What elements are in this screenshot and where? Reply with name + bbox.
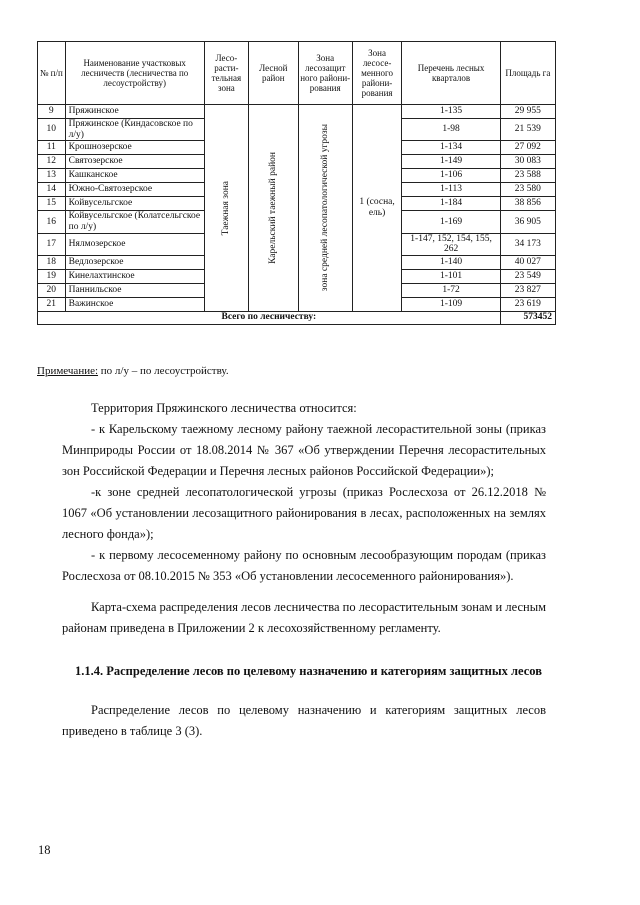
row-name: Кашканское — [65, 169, 204, 183]
district-cell — [248, 105, 298, 312]
row-quarters: 1-135 — [402, 105, 500, 119]
row-number: 17 — [38, 233, 66, 255]
row-area: 23 827 — [500, 283, 555, 297]
paragraph-seed-zone: - к первому лесосеменному району по основным лесообразующим породам (приказ Рослесхоза от 08.10.2015 № 353 «Об установлении лесосеменного районирования»). — [62, 548, 546, 583]
district-cell-text: Карельский таежный район — [267, 151, 278, 264]
forest-districts-table — [37, 41, 556, 325]
row-quarters: 1-169 — [402, 211, 500, 233]
zone-cell — [204, 105, 248, 312]
row-quarters: 1-113 — [402, 183, 500, 197]
row-quarters: 1-101 — [402, 269, 500, 283]
header-area: Площадь га — [500, 42, 555, 105]
header-name: Наименование участковых лесничеств (лесничества по лесоустройству) — [65, 42, 204, 105]
row-number: 20 — [38, 283, 66, 297]
row-number: 19 — [38, 269, 66, 283]
table-note — [37, 365, 229, 377]
note-text: по л/у – по лесоустройству. — [98, 365, 229, 377]
section-heading: 1.1.4. Распределение лесов по целевому назначению и категориям защитных лесов — [75, 664, 542, 678]
row-name: Важинское — [65, 297, 204, 311]
row-area: 38 856 — [500, 197, 555, 211]
row-quarters: 1-72 — [402, 283, 500, 297]
table-total-row — [38, 311, 556, 324]
row-number: 14 — [38, 183, 66, 197]
row-quarters: 1-134 — [402, 141, 500, 155]
row-name: Святозерское — [65, 155, 204, 169]
row-quarters: 1-106 — [402, 169, 500, 183]
row-name: Койвусельгское (Колатсельгское по л/у) — [65, 211, 204, 233]
row-name: Паннильское — [65, 283, 204, 297]
seed-zone-cell-text: 1 (сосна, ель) — [359, 197, 395, 218]
row-name: Нялмозерское — [65, 233, 204, 255]
row-area: 30 083 — [500, 155, 555, 169]
table-header-row — [38, 42, 556, 105]
paragraph-intro: Территория Пряжинского лесничества относится: — [91, 401, 357, 415]
row-area: 23 549 — [500, 269, 555, 283]
row-number: 9 — [38, 105, 66, 119]
paragraph-forest-district: - к Карельскому таежному лесному району таежной лесорастительной зоны (приказ Минприроды России от 18.08.2014 № 367 «Об утверждении Перечня лесорастительных зон Российской Федерации и Перечня лесных районов Российской Федерации»); — [62, 422, 546, 478]
seed-zone-cell — [352, 105, 402, 312]
row-number: 15 — [38, 197, 66, 211]
row-area: 36 905 — [500, 211, 555, 233]
row-area: 34 173 — [500, 233, 555, 255]
row-area: 21 539 — [500, 119, 555, 141]
row-quarters: 1-98 — [402, 119, 500, 141]
row-name: Пряжинское — [65, 105, 204, 119]
header-zone: Лесо-расти-тельная зона — [204, 42, 248, 105]
row-area: 23 619 — [500, 297, 555, 311]
protect-zone-cell — [298, 105, 352, 312]
row-quarters: 1-184 — [402, 197, 500, 211]
table-row — [38, 105, 556, 119]
row-area: 40 027 — [500, 255, 555, 269]
row-number: 21 — [38, 297, 66, 311]
row-number: 13 — [38, 169, 66, 183]
header-protect-zone: Зона лесозащит ного райони-рования — [298, 42, 352, 105]
zone-cell-text: Таежная зона — [221, 180, 232, 236]
header-district: Лесной район — [248, 42, 298, 105]
paragraph-distribution: Распределение лесов по целевому назначению и категориям защитных лесов приведено в таблице 3 (3). — [62, 703, 546, 738]
row-area: 27 092 — [500, 141, 555, 155]
row-name: Крошнозерское — [65, 141, 204, 155]
row-quarters: 1-149 — [402, 155, 500, 169]
total-value: 573452 — [500, 311, 555, 324]
row-quarters: 1-140 — [402, 255, 500, 269]
header-quarters: Перечень лесных кварталов — [402, 42, 500, 105]
row-name: Пряжинское (Киндасовское по л/у) — [65, 119, 204, 141]
row-number: 10 — [38, 119, 66, 141]
row-name: Койвусельгское — [65, 197, 204, 211]
row-number: 16 — [38, 211, 66, 233]
row-name: Ведлозерское — [65, 255, 204, 269]
row-quarters: 1-109 — [402, 297, 500, 311]
paragraph-map-scheme: Карта-схема распределения лесов лесничества по лесорастительным зонам и лесным районам приведена в Приложении 2 к лесохозяйственному регламенту. — [62, 600, 547, 635]
row-name: Южно-Святозерское — [65, 183, 204, 197]
protect-zone-cell-text: зона средней лесопатологической угрозы — [319, 124, 330, 292]
row-area: 23 588 — [500, 169, 555, 183]
row-name: Кинелахтинское — [65, 269, 204, 283]
row-number: 12 — [38, 155, 66, 169]
row-area: 29 955 — [500, 105, 555, 119]
paragraph-pathology-zone: -к зоне средней лесопатологической угрозы (приказ Рослесхоза от 26.12.2018 № 1067 «Об установлении лесозащитного районирования в лесах, расположенных на землях лесного фонда»); — [62, 485, 546, 541]
row-quarters: 1-147, 152, 154, 155, 262 — [402, 233, 500, 255]
row-number: 11 — [38, 141, 66, 155]
row-area: 23 580 — [500, 183, 555, 197]
total-label: Всего по лесничеству: — [38, 311, 501, 324]
note-label: Примечание: — [37, 365, 99, 377]
row-number: 18 — [38, 255, 66, 269]
page-number: 18 — [38, 843, 51, 857]
header-seed-zone: Зона лесосе-менного райони-рования — [352, 42, 402, 105]
header-num: № п/п — [38, 42, 66, 105]
